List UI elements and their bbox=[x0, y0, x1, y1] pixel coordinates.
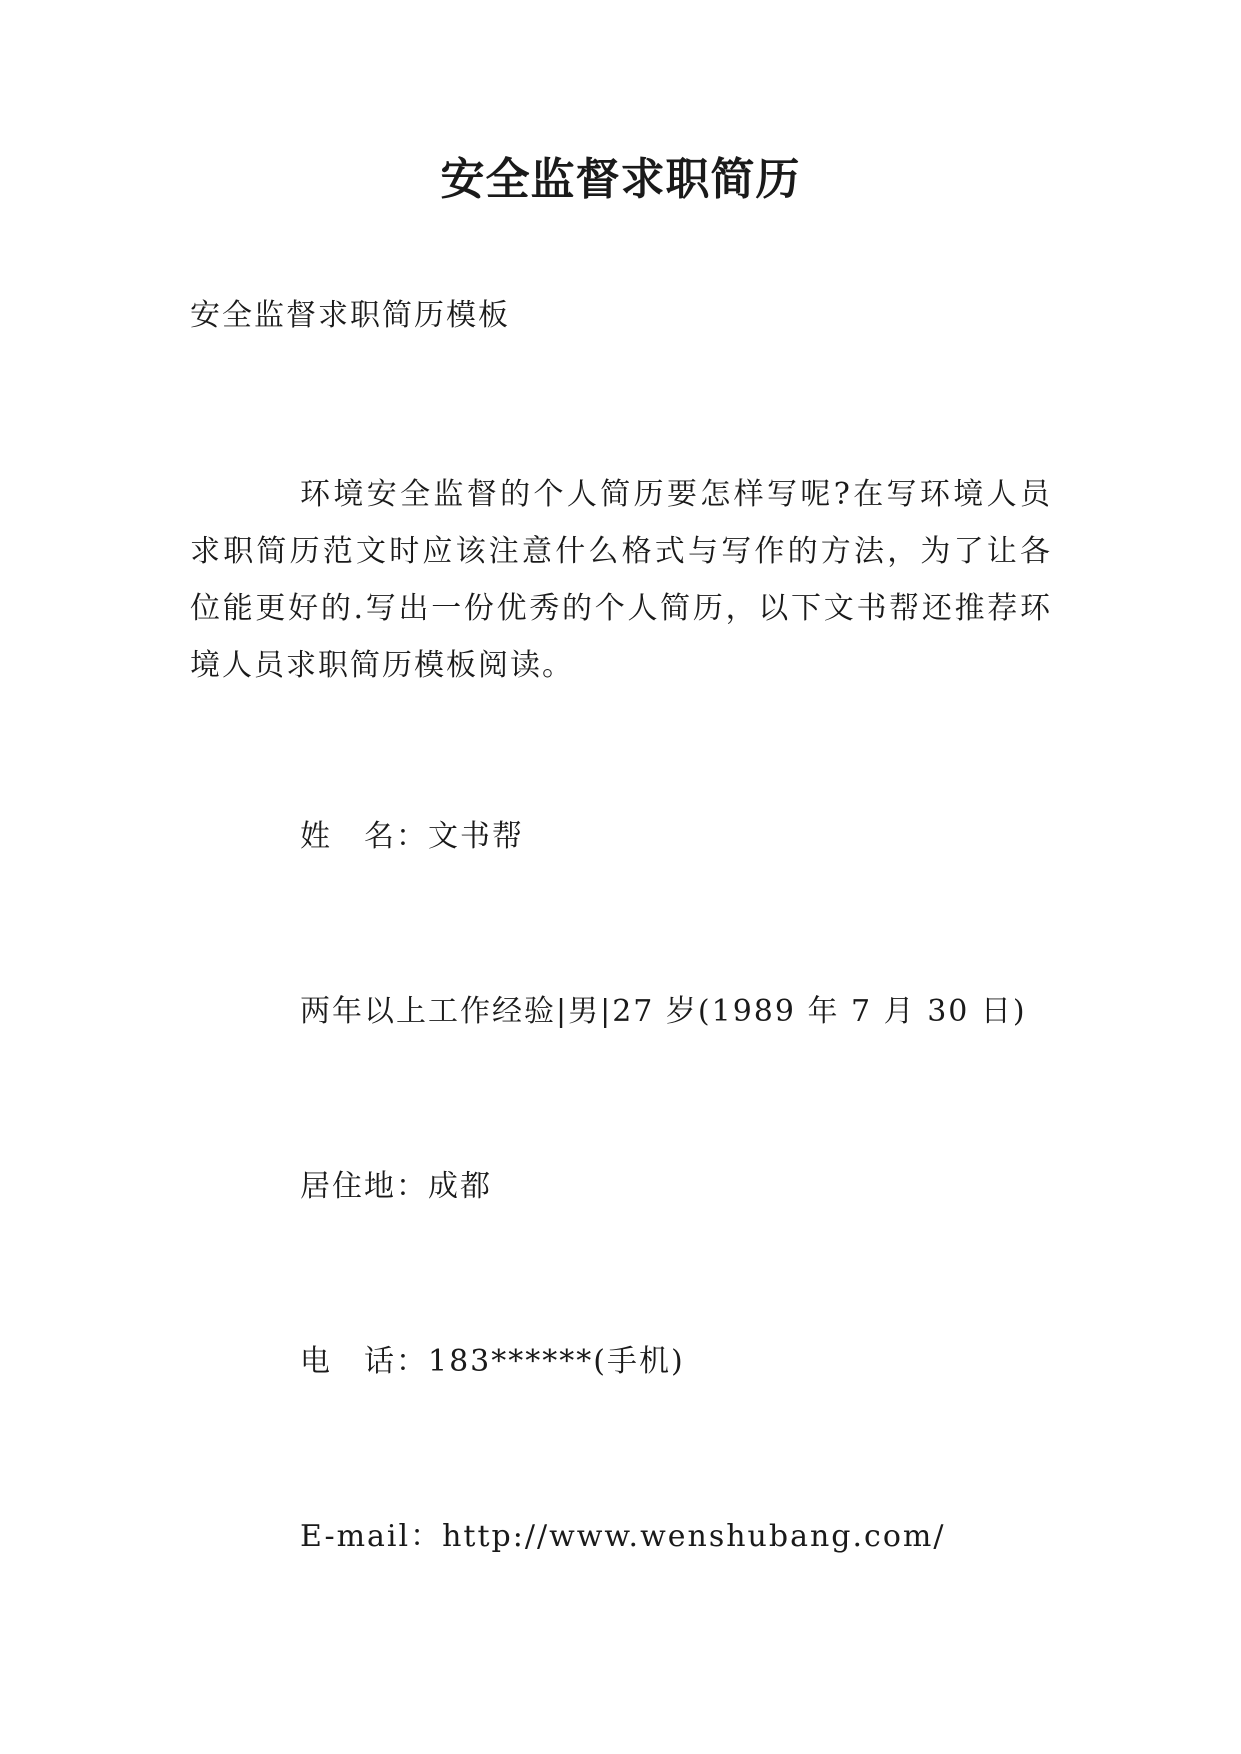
name-field: 姓 名：文书帮 bbox=[300, 819, 524, 854]
document-title: 安全监督求职简历 bbox=[440, 154, 801, 205]
summary-field: 两年以上工作经验|男|27 岁(1989 年 7 月 30 日) bbox=[300, 994, 1027, 1029]
intro-paragraph: 环境安全监督的个人简历要怎样写呢?在写环境人员求职简历范文时应该注意什么格式与写作的方法，为了让各位能更好的.写出一份优秀的个人简历，以下文书帮还推荐环境人员求职简历模板阅读。 bbox=[190, 477, 1052, 683]
document-subtitle: 安全监督求职简历模板 bbox=[190, 298, 510, 333]
email-field: E-mail：http://www.wenshubang.com/ bbox=[300, 1519, 946, 1554]
residence-field: 居住地：成都 bbox=[300, 1169, 492, 1204]
phone-field: 电 话：183******(手机) bbox=[300, 1344, 685, 1379]
